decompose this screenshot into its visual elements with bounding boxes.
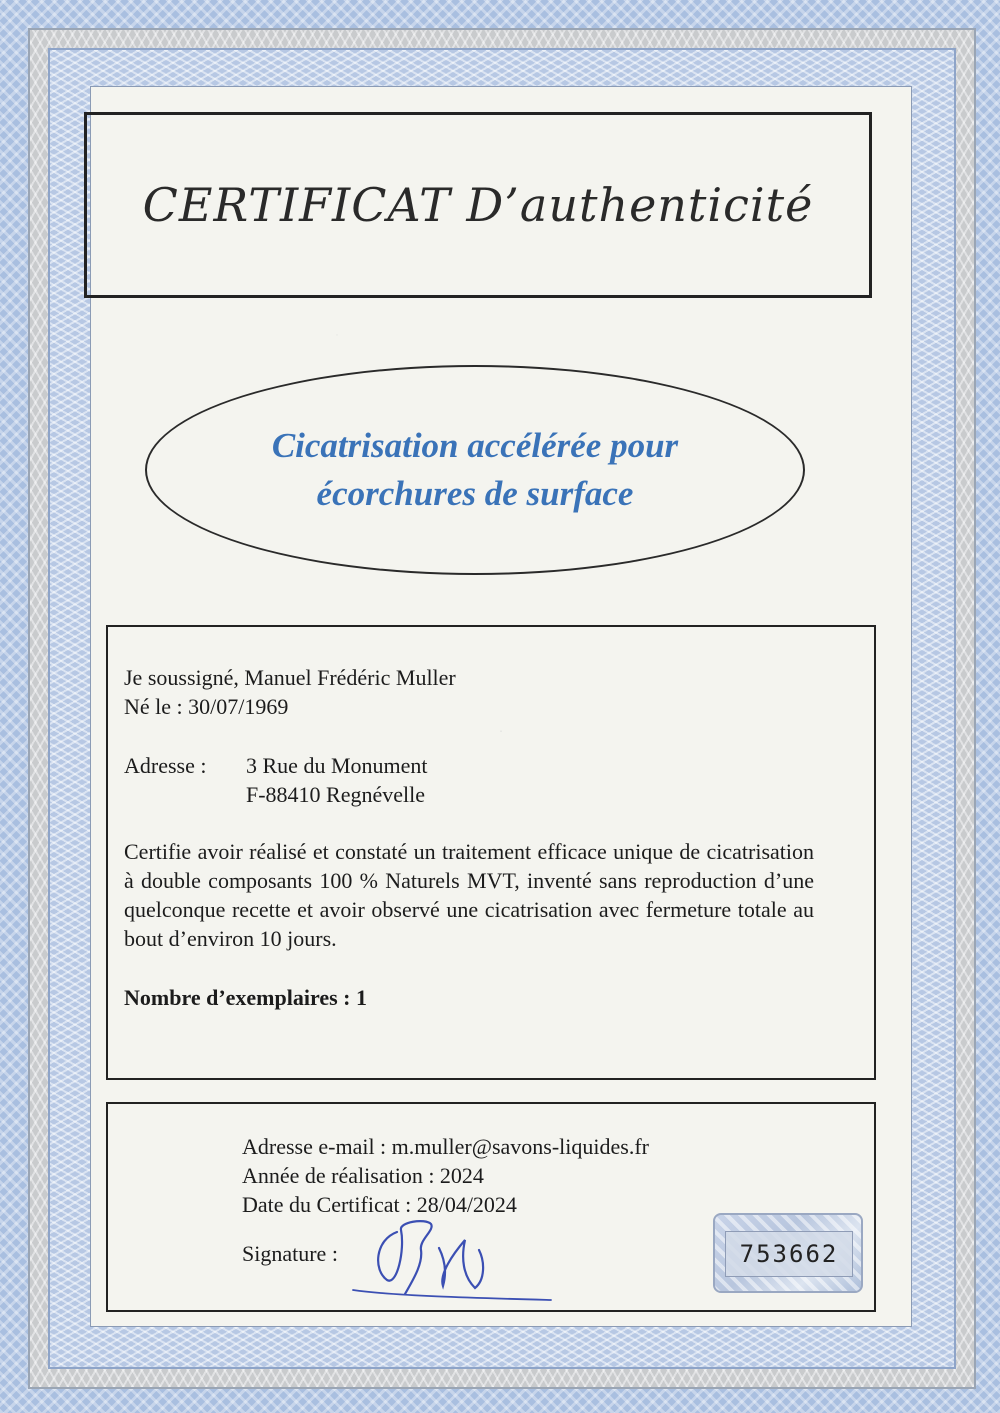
creation-year: Année de réalisation : 2024 <box>242 1163 484 1188</box>
declaration-box <box>106 625 876 1080</box>
address-block <box>124 751 814 809</box>
address-line-2: F-88410 Regnévelle <box>246 782 426 807</box>
copies-count: Nombre d’exemplaires : 1 <box>124 985 367 1010</box>
subject-line-1: Cicatrisation accélérée pour <box>271 426 679 465</box>
signature-label: Signature : <box>242 1241 338 1266</box>
declarant-name: Je soussigné, Manuel Frédéric Muller <box>124 665 456 690</box>
title-box <box>84 112 872 298</box>
subject-ellipse <box>145 365 805 575</box>
subject-line-2: écorchures de surface <box>316 474 634 513</box>
certificate-title: CERTIFICAT D’authenticité <box>142 178 814 232</box>
address-line-1: 3 Rue du Monument <box>246 753 428 778</box>
hologram-seal <box>713 1213 863 1293</box>
certificate-date: Date du Certificat : 28/04/2024 <box>242 1192 517 1217</box>
statement-paragraph: Certifie avoir réalisé et constaté un traitement efficace unique de cicatrisation à double composants 100 % Naturels MVT, inventé sans reproduction d’une quelconque recette et avoir observé une cicatrisation avec fermeture totale au bout d’environ 10 jours. <box>124 839 814 951</box>
seal-serial-number: 753662 <box>725 1231 853 1277</box>
contact-email: Adresse e-mail : m.muller@savons-liquides.fr <box>242 1134 649 1159</box>
birth-date: Né le : 30/07/1969 <box>124 694 289 719</box>
address-label: Adresse : <box>124 753 207 778</box>
handwritten-signature <box>335 1210 565 1310</box>
